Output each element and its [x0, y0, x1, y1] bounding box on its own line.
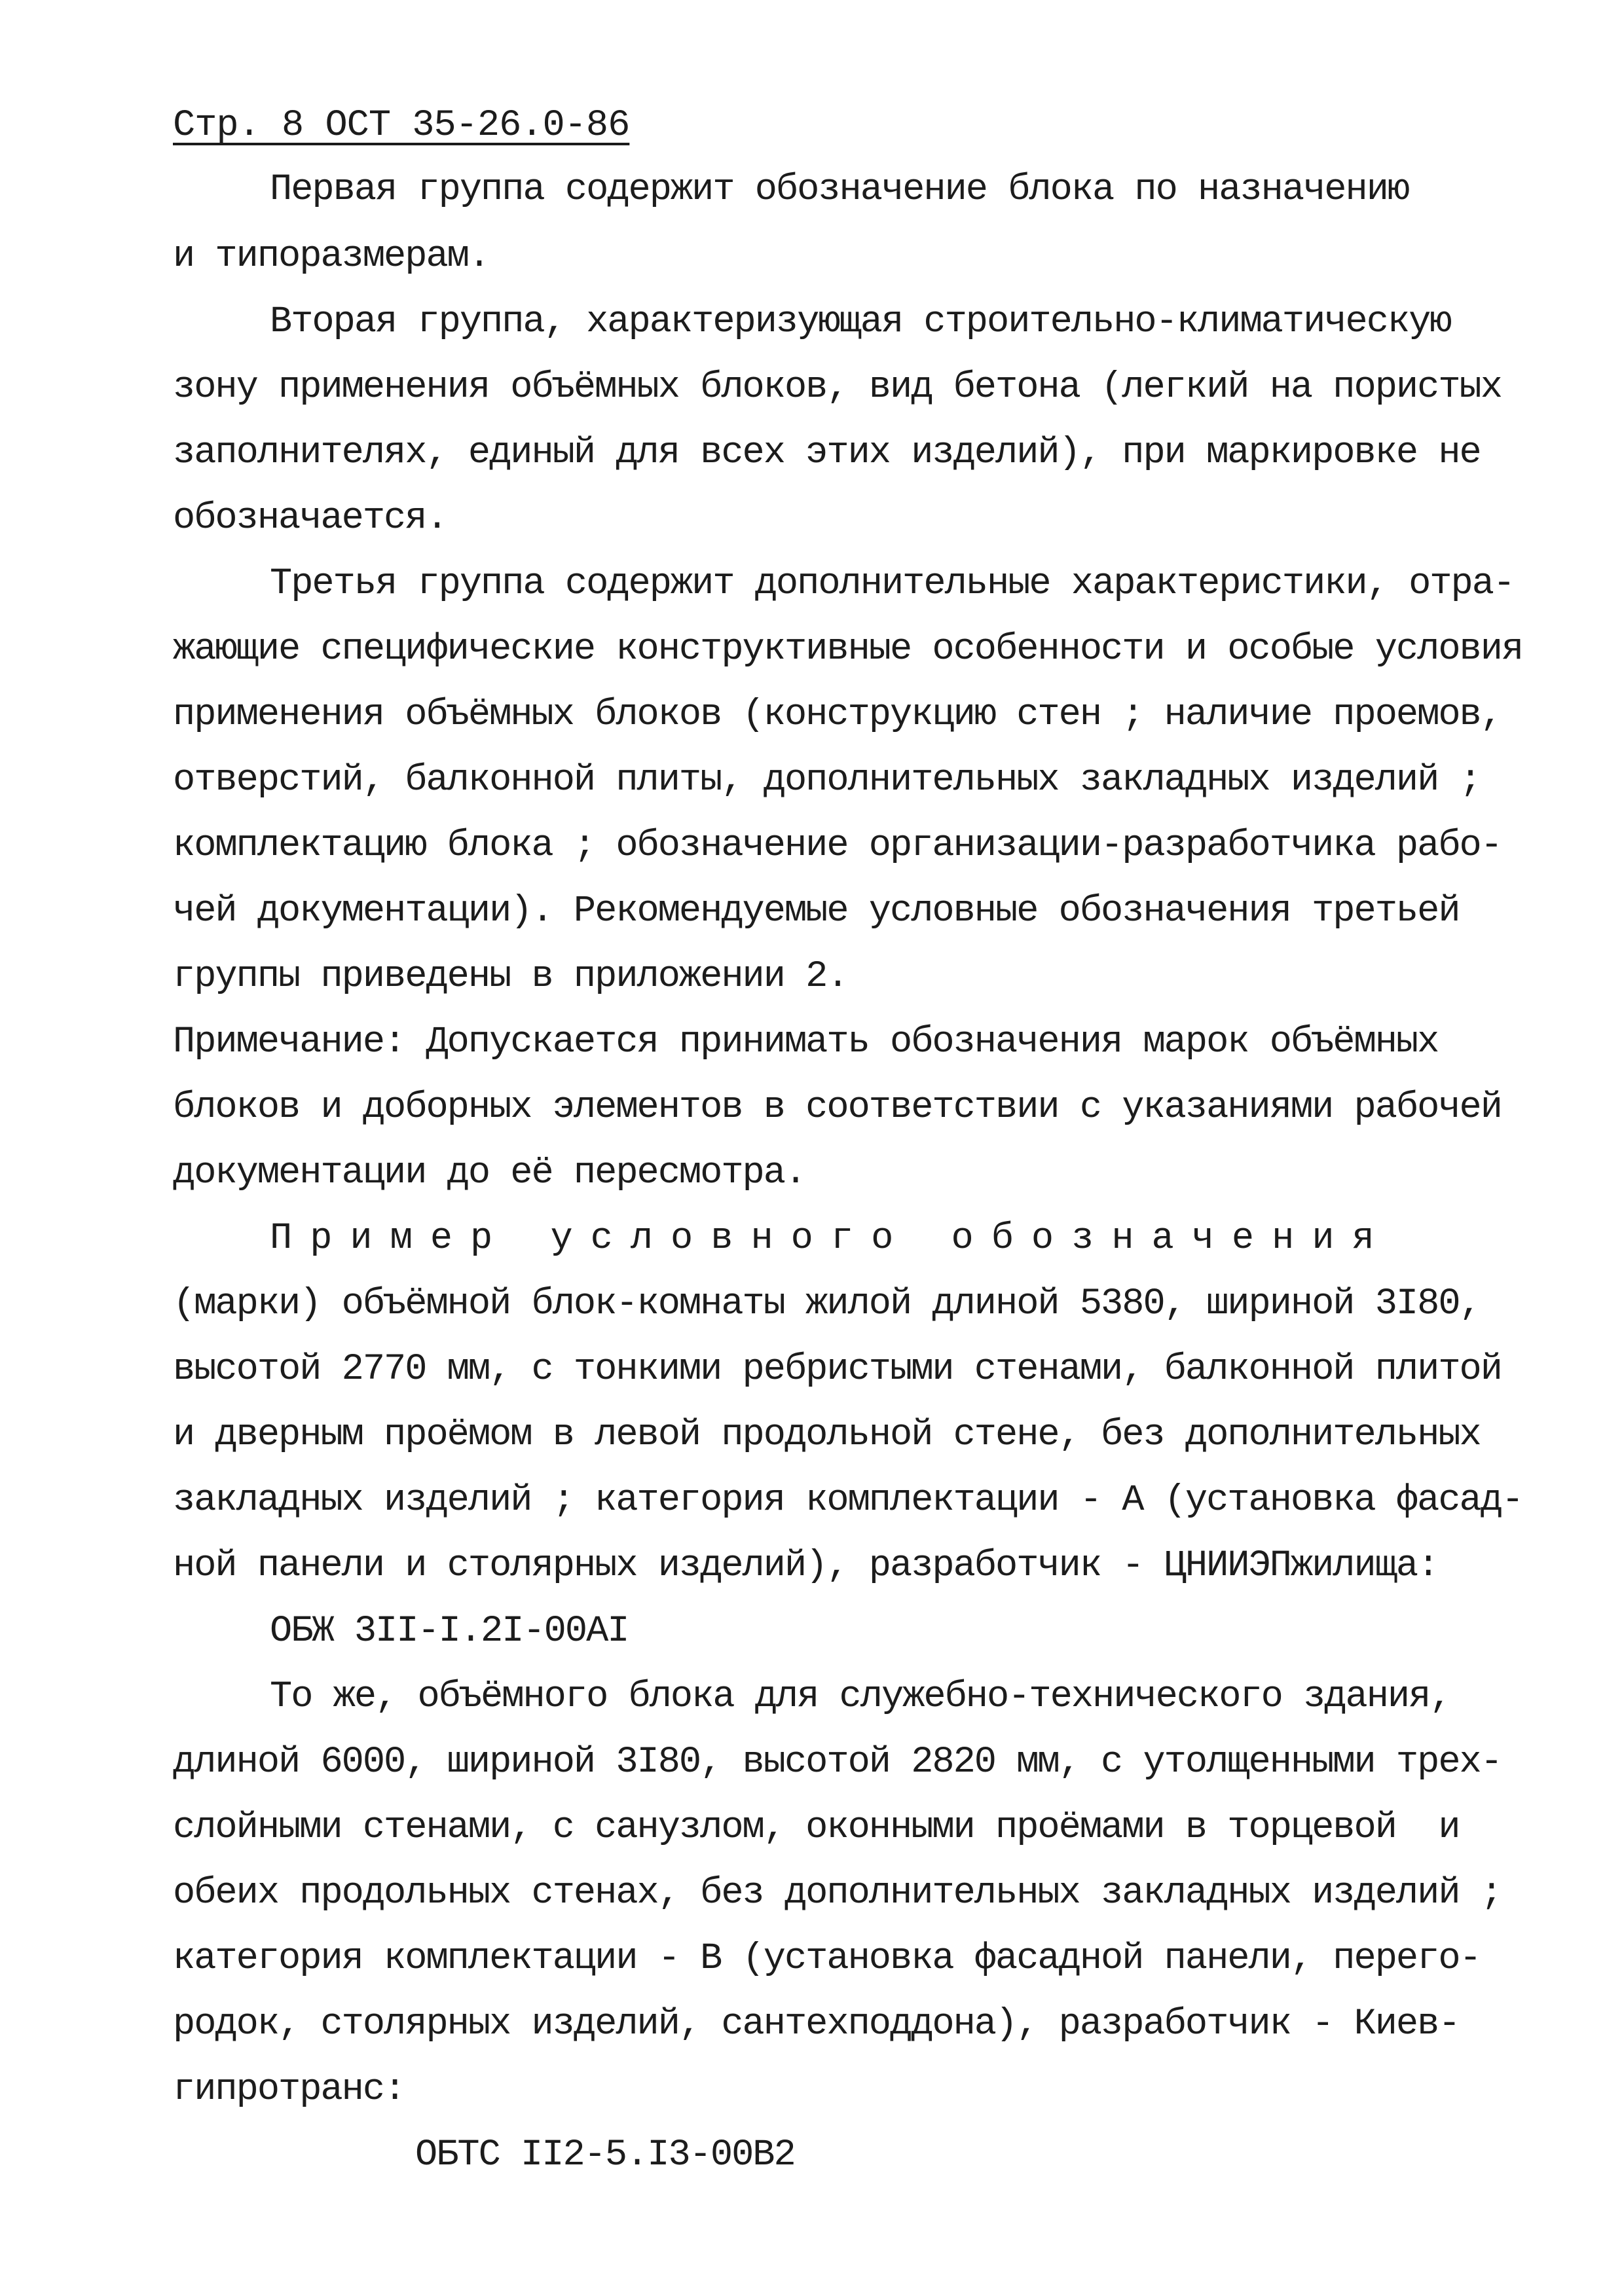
text-line: ной панели и столярных изделий), разработчик - ЦНИИЭПжилища:	[173, 1545, 1439, 1587]
text-line: обозначается.	[173, 498, 447, 539]
text-line: длиной 6000, шириной 3I80, высотой 2820 мм, с утолщенными трех-	[173, 1741, 1502, 1783]
text-line: чей документации). Рекомендуемые условные обозначения третьей	[173, 890, 1460, 932]
page-header: Стр. 8 ОСТ 35-26.0-86	[173, 105, 630, 147]
text-line: комплектацию блока ; обозначение организации-разработчика рабо-	[173, 825, 1502, 867]
designation-code: ОБТС II2-5.I3-00B2	[415, 2134, 795, 2176]
text-line: заполнителях, единый для всех этих изделий), при маркировке не	[173, 432, 1481, 474]
note-line: документации до её пересмотра.	[173, 1152, 806, 1194]
text-line: гипротранс:	[173, 2069, 405, 2111]
text-line: зону применения объёмных блоков, вид бетона (легкий на пористых	[173, 367, 1502, 409]
text-line: категория комплектации - В (установка фасадной панели, перего-	[173, 1938, 1481, 1980]
text-line: То же, объёмного блока для служебно-технического здания,	[270, 1676, 1451, 1718]
text-line: обеих продольных стенах, без дополнительных закладных изделий ;	[173, 1872, 1502, 1914]
text-line: Вторая группа, характеризующая строительно-климатическую	[270, 301, 1451, 343]
text-line: (марки) объёмной блок-комнаты жилой длиной 5380, шириной 3I80,	[173, 1283, 1481, 1325]
text-line: и типоразмерам.	[173, 236, 490, 278]
text-line: закладных изделий ; категория комплектации - А (установка фасад-	[173, 1480, 1523, 1522]
text-line: Первая группа содержит обозначение блока по назначению	[270, 169, 1409, 211]
text-line: группы приведены в приложении 2.	[173, 956, 848, 998]
text-line: и дверным проёмом в левой продольной стене, без дополнительных	[173, 1414, 1481, 1456]
note-line: блоков и доборных элементов в соответствии с указаниями рабочей	[173, 1087, 1502, 1129]
text-line: отверстий, балконной плиты, дополнительных закладных изделий ;	[173, 759, 1481, 801]
example-heading: Пример условного обозначения	[270, 1218, 1392, 1260]
note-line: Примечание: Допускается принимать обозначения марок объёмных	[173, 1021, 1439, 1063]
text-line: высотой 2770 мм, с тонкими ребристыми стенами, балконной плитой	[173, 1349, 1502, 1391]
designation-code: ОБЖ 3II-I.2I-00AI	[270, 1611, 629, 1652]
text-line: родок, столярных изделий, сантехподдона), разработчик - Киев-	[173, 2003, 1460, 2045]
text-line: слойными стенами, с санузлом, оконными проёмами в торцевой и	[173, 1807, 1460, 1849]
text-line: Третья группа содержит дополнительные характеристики, отра-	[270, 563, 1515, 605]
text-line: жающие специфические конструктивные особенности и особые условия	[173, 629, 1523, 670]
text-line: применения объёмных блоков (конструкцию стен ; наличие проемов,	[173, 694, 1502, 736]
